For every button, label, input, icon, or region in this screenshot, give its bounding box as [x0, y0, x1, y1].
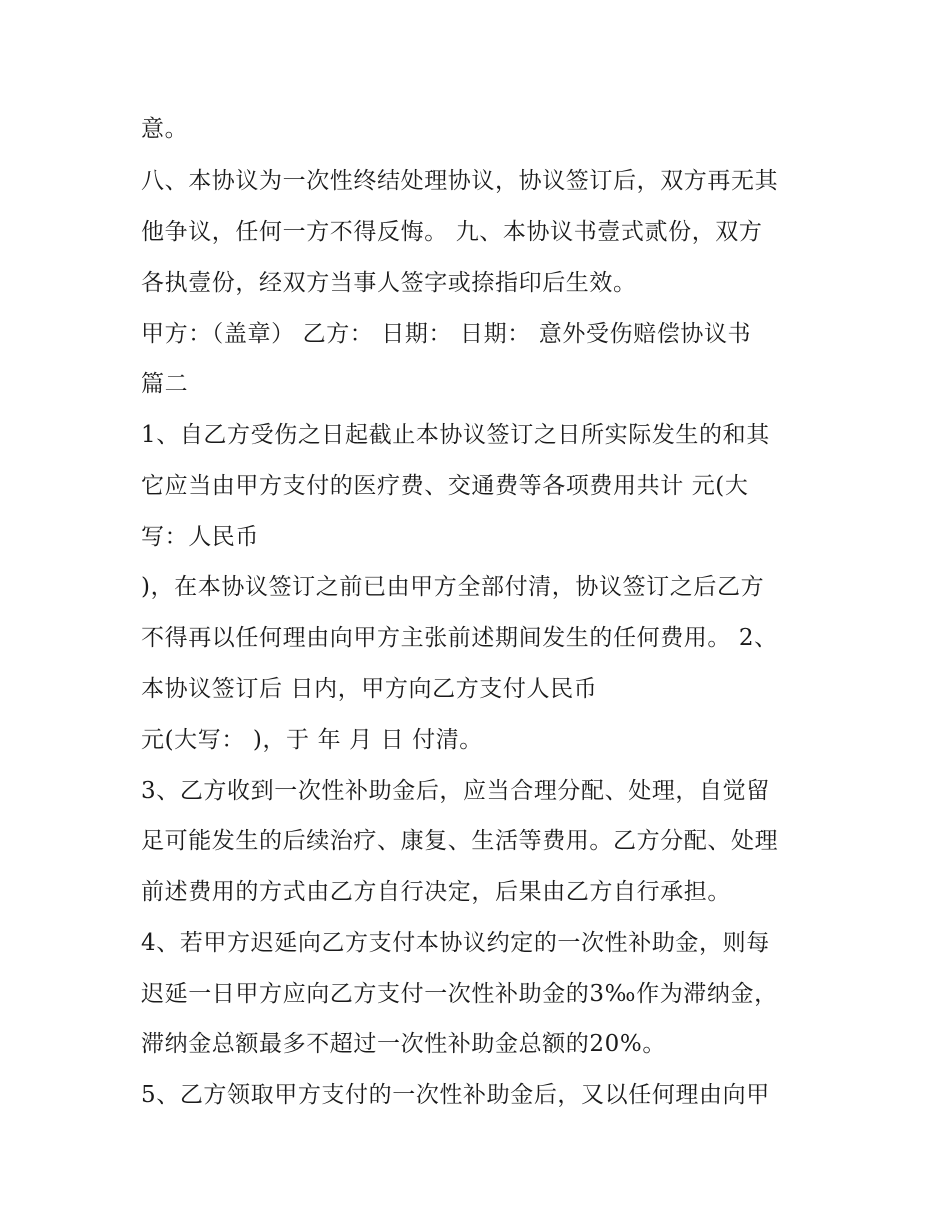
- text-line: 5、乙方领取甲方支付的一次性补助金后，又以任何理由向甲: [141, 1082, 770, 1108]
- text-line: 篇二: [141, 371, 189, 397]
- text-line: 4、若甲方迟延向乙方支付本协议约定的一次性补助金，则每: [141, 930, 770, 956]
- text-line: 甲方：（盖章） 乙方： 日期： 日期： 意外受伤赔偿协议书: [141, 321, 752, 347]
- text-line: )，在本协议签订之前已由甲方全部付清，协议签订之后乙方: [141, 574, 765, 600]
- text-line: 他争议，任何一方不得反悔。 九、本协议书壹式贰份，双方: [141, 219, 763, 245]
- text-line: 它应当由甲方支付的医疗费、交通费等各项费用共计 元(大: [141, 473, 749, 499]
- text-line: 迟延一日甲方应向乙方支付一次性补助金的3‰作为滞纳金，: [141, 981, 778, 1007]
- text-line: 各执壹份，经双方当事人签字或捺指印后生效。: [141, 270, 637, 296]
- text-line: 写：人民币: [141, 524, 259, 550]
- text-line: 前述费用的方式由乙方自行决定，后果由乙方自行承担。: [141, 879, 731, 905]
- text-line: 3、乙方收到一次性补助金后，应当合理分配、处理，自觉留: [141, 778, 770, 804]
- text-line: 八、本协议为一次性终结处理协议，协议签订后，双方再无其: [141, 168, 779, 194]
- text-line: 元(大写： )，于 年 月 日 付清。: [141, 727, 483, 753]
- text-line: 本协议签订后 日内，甲方向乙方支付人民币: [141, 676, 598, 702]
- text-line: 足可能发生的后续治疗、康复、生活等费用。乙方分配、处理: [141, 828, 779, 854]
- text-line: 1、自乙方受伤之日起截止本协议签订之日所实际发生的和其: [141, 422, 770, 448]
- text-line: 不得再以任何理由向甲方主张前述期间发生的任何费用。 2、: [141, 625, 778, 651]
- text-line: 滞纳金总额最多不超过一次性补助金总额的20%。: [141, 1031, 666, 1057]
- text-line: 意。: [141, 116, 189, 142]
